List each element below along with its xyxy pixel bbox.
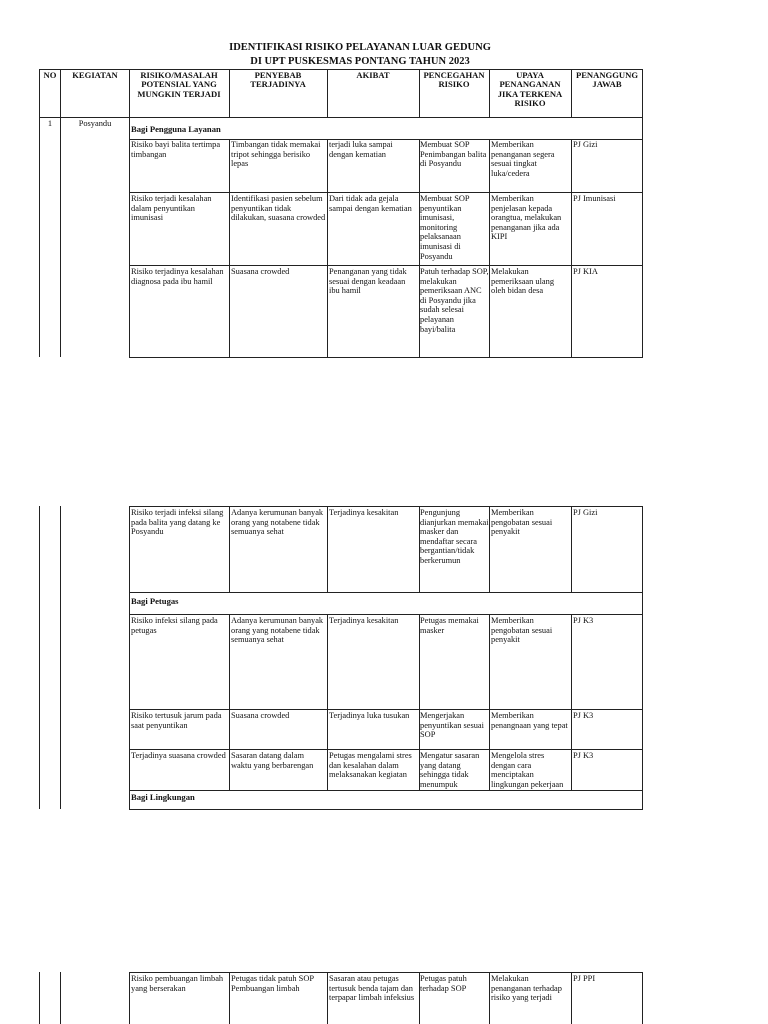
risiko-cell: Risiko terjadinya kesalahan diagnosa pada ibu hamil xyxy=(131,267,224,286)
header-kegiatan: KEGIATAN xyxy=(72,71,118,80)
pj-cell: PJ Imunisasi xyxy=(573,194,616,203)
akibat-cell: Terjadinya luka tusukan xyxy=(329,711,410,720)
akibat-cell: Sasaran atau petugas tertusuk benda tajam dan terpapar limbah infeksius xyxy=(329,974,415,1003)
section-petugas: Bagi Petugas xyxy=(131,596,179,606)
akibat-cell: Penanganan yang tidak sesuai dengan keadaan ibu hamil xyxy=(329,267,407,296)
penyebab-cell: Timbangan tidak memakai tripot sehingga berisiko lepas xyxy=(231,140,321,169)
upaya-cell: Memberikan penangnaan yang tepat xyxy=(491,711,568,730)
risiko-cell: Risiko infeksi silang pada petugas xyxy=(131,616,218,635)
akibat-cell: Terjadinya kesakitan xyxy=(329,508,399,517)
section-pengguna-layanan: Bagi Pengguna Layanan xyxy=(131,124,221,134)
pencegahan-cell: Membuat SOP penyuntikan imunisasi, monitoring pelaksanaan imunisasi di Posyandu xyxy=(420,194,470,261)
akibat-cell: Terjadinya kesakitan xyxy=(329,616,399,625)
kegiatan-posyandu: Posyandu xyxy=(78,119,112,128)
header-risiko: RISIKO/MASALAH POTENSIAL YANG MUNGKIN TERJADI xyxy=(137,71,221,99)
akibat-cell: Dari tidak ada gejala sampai dengan kematian xyxy=(329,194,412,213)
upaya-cell: Memberikan penanganan segera sesuai tingkat luka/cedera xyxy=(491,140,555,178)
akibat-cell: Petugas mengalami stres dan kesalahan dalam melaksanakan kegiatan xyxy=(329,751,412,780)
risiko-cell: Risiko terjadi infeksi silang pada balita yang datang ke Posyandu xyxy=(131,508,224,537)
penyebab-cell: Adanya kerumunan banyak orang yang notabene tidak semuanya sehat xyxy=(231,616,324,645)
penyebab-cell: Suasana crowded xyxy=(231,267,290,276)
upaya-cell: Mengelola stres dengan cara menciptakan lingkungan pekerjaan xyxy=(491,751,564,789)
header-akibat: AKIBAT xyxy=(356,71,390,80)
penyebab-cell: Sasaran datang dalam waktu yang berbarengan xyxy=(231,751,314,770)
upaya-cell: Memberikan pengobatan sesuai penyakit xyxy=(491,616,553,645)
pencegahan-cell: Membuat SOP Penimbangan balita di Posyandu xyxy=(420,140,487,169)
pj-cell: PJ K3 xyxy=(573,711,594,720)
pj-cell: PJ KIA xyxy=(573,267,598,276)
akibat-cell: terjadi luka sampai dengan kematian xyxy=(329,140,393,159)
upaya-cell: Melakukan penanganan terhadap risiko yang terjadi xyxy=(491,974,562,1003)
section-lingkungan: Bagi Lingkungan xyxy=(131,792,195,802)
pencegahan-cell: Mengerjakan penyuntikan sesuai SOP xyxy=(420,711,484,740)
pencegahan-cell: Petugas patuh terhadap SOP xyxy=(420,974,467,993)
pj-cell: PJ PPI xyxy=(573,974,596,983)
penyebab-cell: Adanya kerumunan banyak orang yang notabene tidak semuanya sehat xyxy=(231,508,324,537)
pj-cell: PJ K3 xyxy=(573,751,594,760)
penyebab-cell: Suasana crowded xyxy=(231,711,290,720)
header-no: NO xyxy=(43,71,57,80)
upaya-cell: Memberikan pengobatan sesuai penyakit xyxy=(491,508,553,537)
risiko-cell: Risiko pembuangan limbah yang berserakan xyxy=(131,974,224,993)
upaya-cell: Memberikan penjelasan kepada orangtua, melakukan penanganan jika ada KIPI xyxy=(491,194,562,242)
risiko-cell: Risiko tertusuk jarum pada saat penyuntikan xyxy=(131,711,222,730)
pj-cell: PJ Gizi xyxy=(573,508,598,517)
risiko-cell: Risiko terjadi kesalahan dalam penyuntikan imunisasi xyxy=(131,194,212,223)
upaya-cell: Melakukan pemeriksaan ulang oleh bidan desa xyxy=(491,267,555,296)
pencegahan-cell: Patuh terhadap SOP, melakukan pemeriksaan ANC di Posyandu jika sudah selesai pelayanan bayi/balita xyxy=(420,267,489,334)
pj-cell: PJ K3 xyxy=(573,616,594,625)
risiko-cell: Terjadinya suasana crowded xyxy=(131,751,226,760)
row-number: 1 xyxy=(47,119,53,128)
document-title-line2: DI UPT PUSKESMAS PONTANG TAHUN 2023 xyxy=(250,56,470,67)
pencegahan-cell: Petugas memakai masker xyxy=(420,616,479,635)
header-upaya: UPAYA PENANGANAN JIKA TERKENA RISIKO xyxy=(497,71,563,109)
header-penanggung-jawab: PENANGGUNG JAWAB xyxy=(575,71,639,90)
penyebab-cell: Identifikasi pasien sebelum penyuntikan tidak dilakukan, suasana crowded xyxy=(231,194,326,223)
penyebab-cell: Petugas tidak patuh SOP Pembuangan limbah xyxy=(231,974,314,993)
header-penyebab: PENYEBAB TERJADINYA xyxy=(250,71,306,90)
header-pencegahan: PENCEGAHAN RISIKO xyxy=(423,71,485,90)
pj-cell: PJ Gizi xyxy=(573,140,598,149)
risiko-cell: Risiko bayi balita tertimpa timbangan xyxy=(131,140,221,159)
pencegahan-cell: Mengatur sasaran yang datang sehingga tidak menumpuk xyxy=(420,751,480,789)
pencegahan-cell: Pengunjung dianjurkan memakai masker dan mendaftar secara bergantian/tidak berkerumun xyxy=(420,508,489,565)
document-title-line1: IDENTIFIKASI RISIKO PELAYANAN LUAR GEDUNG xyxy=(229,42,491,53)
